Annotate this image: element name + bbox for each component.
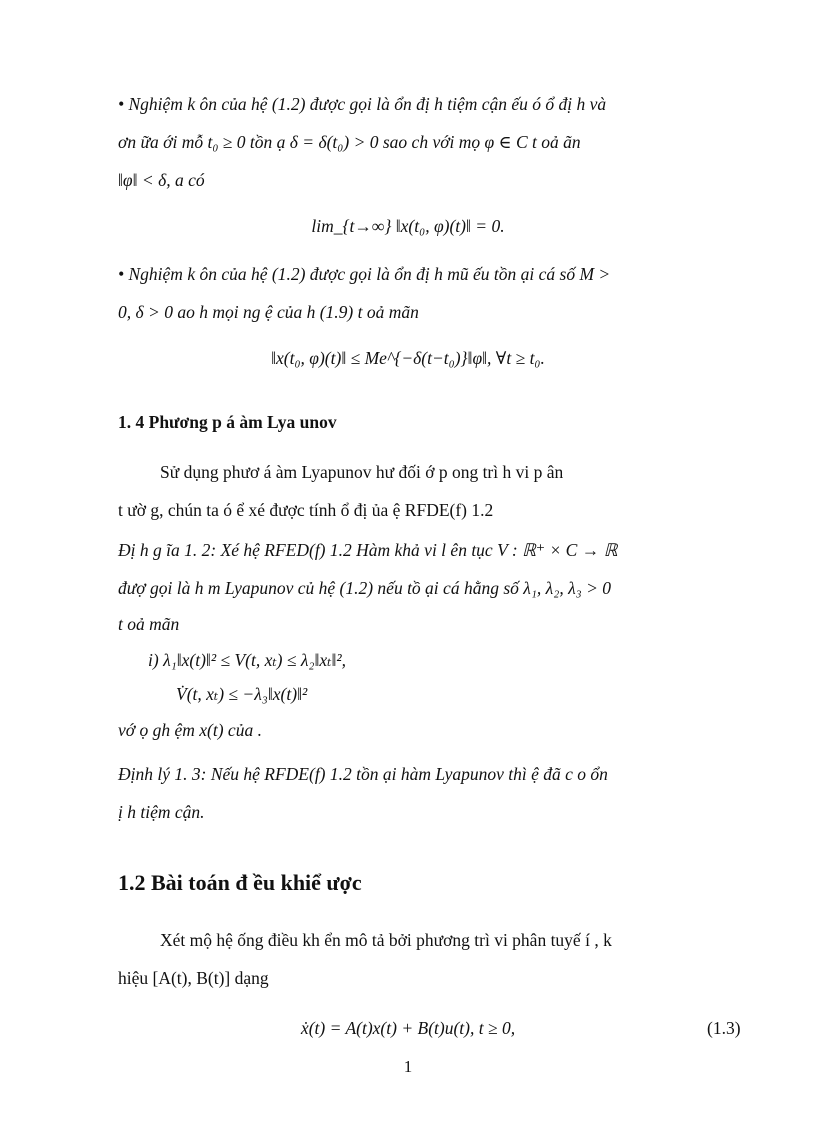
definition-line1: Đị h g ĩa 1. 2: Xé hệ RFED(f) 1.2 Hàm khả vi l ên tục V : ℝ⁺ × C → ℝ [118,540,618,560]
section-heading-control-problem: 1.2 Bài toán đ ều khiể ược [118,870,362,895]
theorem-line1: Định lý 1. 3: Nếu hệ RFDE(f) 1.2 tồn ại hàm Lyapunov thì ệ đã c o ổn [118,764,608,784]
bullet-asymptotic-stability-line2: ơn ữa ới mỗ t₀ ≥ 0 tồn ạ δ = δ(t₀) > 0 sao ch với mọ φ ∈ C t oả ãn [118,132,581,152]
paragraph-lyapunov-line1: Sử dụng phươ á àm Lyapunov hư đối ớ p ong trì h vi p ân [160,462,564,482]
definition-closing-line: vớ ọ gh ệm x(t) của . [118,720,262,740]
bullet-exponential-stability-line2: 0, δ > 0 ao h mọi ng ệ của h (1.9) t oả mãn [118,302,419,322]
equation-number-1-3: (1.3) [707,1018,741,1038]
definition-line3: t oả mãn [118,614,180,634]
equation-limit: lim_{t→∞} ‖x(t₀, φ)(t)‖ = 0. [311,216,505,236]
equation-control-system: ẋ(t) = A(t)x(t) + B(t)u(t), t ≥ 0, [300,1018,516,1038]
equation-exponential-bound: ‖x(t₀, φ)(t)‖ ≤ Me^{−δ(t−t₀)}‖φ‖, ∀t ≥ t₀. [271,348,545,368]
condition-derivative: V̇(t, xₜ) ≤ −λ₃‖x(t)‖² [176,684,308,704]
subsection-heading-lyapunov: 1. 4 Phương p á àm Lya unov [118,412,337,432]
paragraph-control-line1: Xét mộ hệ ống điều kh ển mô tả bởi phương trì vi phân tuyế í , k [160,930,612,950]
definition-line2: đượ gọi là h m Lyapunov củ hệ (1.2) nếu tồ ại cá hằng số λ₁, λ₂, λ₃ > 0 [118,578,612,598]
condition-i: i) λ₁‖x(t)‖² ≤ V(t, xₜ) ≤ λ₂‖xₜ‖², [148,650,347,670]
bullet-asymptotic-stability-line3: ‖φ‖ < δ, a có [118,170,205,190]
paragraph-control-line2: hiệu [A(t), B(t)] dạng [118,968,269,988]
paragraph-lyapunov-line2: t ườ g, chún ta ó ể xé được tính ổ đị ủa ệ RFDE(f) 1.2 [118,500,494,520]
theorem-line2: ị h tiệm cận. [118,802,205,822]
bullet-exponential-stability-line1: • Nghiệm k ôn của hệ (1.2) được gọi là ổn đị h mũ ếu tồn ại cá số M > [118,264,611,284]
bullet-asymptotic-stability-line1: • Nghiệm k ôn của hệ (1.2) được gọi là ổn đị h tiệm cận ếu ó ổ đị h và [118,94,607,114]
page-number: 1 [403,1057,413,1076]
